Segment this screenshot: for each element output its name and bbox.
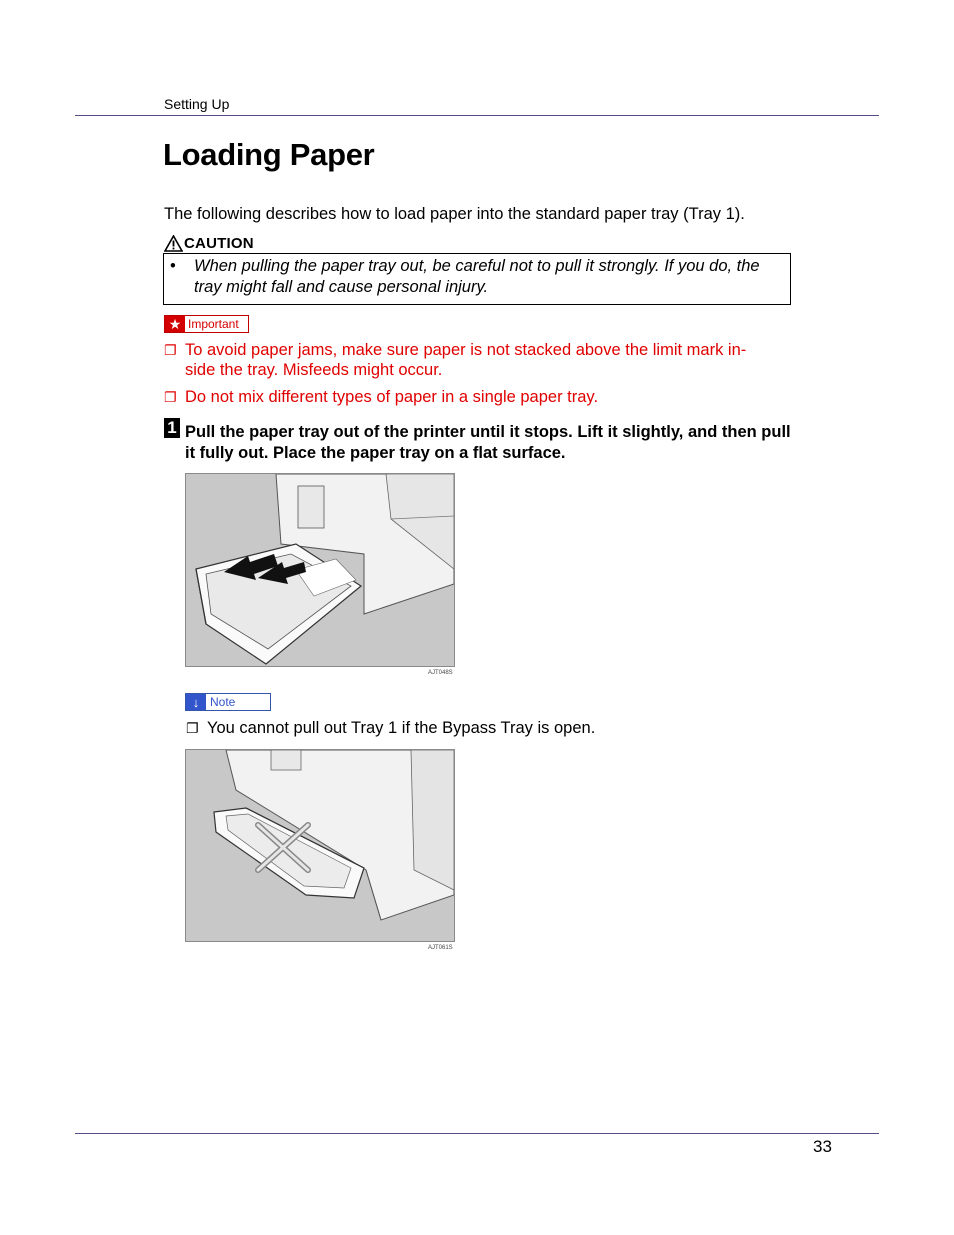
important-label: Important: [188, 317, 239, 331]
important-item-2: Do not mix different types of paper in a single paper tray.: [185, 388, 599, 406]
page-number: 33: [813, 1137, 832, 1156]
note-badge: [185, 693, 271, 711]
step-1-text: Pull the paper tray out of the printer until it stops. Lift it slightly, and then pull it fully out. Place the paper tray on a flat surface.: [185, 423, 791, 462]
note-label: Note: [210, 695, 236, 709]
section-label: Setting Up: [164, 96, 230, 112]
caution-label: CAUTION: [184, 234, 254, 252]
figure-2-code: AJT061S: [428, 945, 453, 951]
checkbox-icon: ❐: [186, 720, 199, 736]
printer-tray-illustration: [186, 474, 454, 666]
important-item-1-line1: To avoid paper jams, make sure paper is not stacked above the limit mark in-: [185, 341, 747, 359]
intro-text: The following describes how to load paper into the standard paper tray (Tray 1).: [164, 205, 745, 223]
header-rule: [75, 115, 879, 116]
warning-triangle-icon: [164, 235, 183, 252]
figure-bypass-tray-open: [185, 749, 455, 942]
bypass-tray-illustration: [186, 750, 454, 941]
note-item: You cannot pull out Tray 1 if the Bypass Tray is open.: [207, 719, 596, 737]
step-number-badge: 1: [164, 418, 180, 438]
caution-bullet: •: [170, 257, 176, 275]
caution-text: When pulling the paper tray out, be careful not to pull it strongly. If you do, the tray might fall and cause personal injury.: [194, 257, 760, 296]
page-title: Loading Paper: [163, 137, 375, 172]
checkbox-icon: ❐: [164, 389, 177, 405]
checkbox-icon: ❐: [164, 342, 177, 358]
star-icon: ★: [165, 316, 185, 332]
figure-pull-out-tray: [185, 473, 455, 667]
down-arrow-icon: ↓: [186, 694, 206, 710]
important-badge: [164, 315, 249, 333]
caution-heading: [164, 234, 254, 252]
important-item-1-line2: side the tray. Misfeeds might occur.: [185, 361, 443, 379]
footer-rule: [75, 1133, 879, 1134]
figure-1-code: AJT048S: [428, 670, 453, 676]
